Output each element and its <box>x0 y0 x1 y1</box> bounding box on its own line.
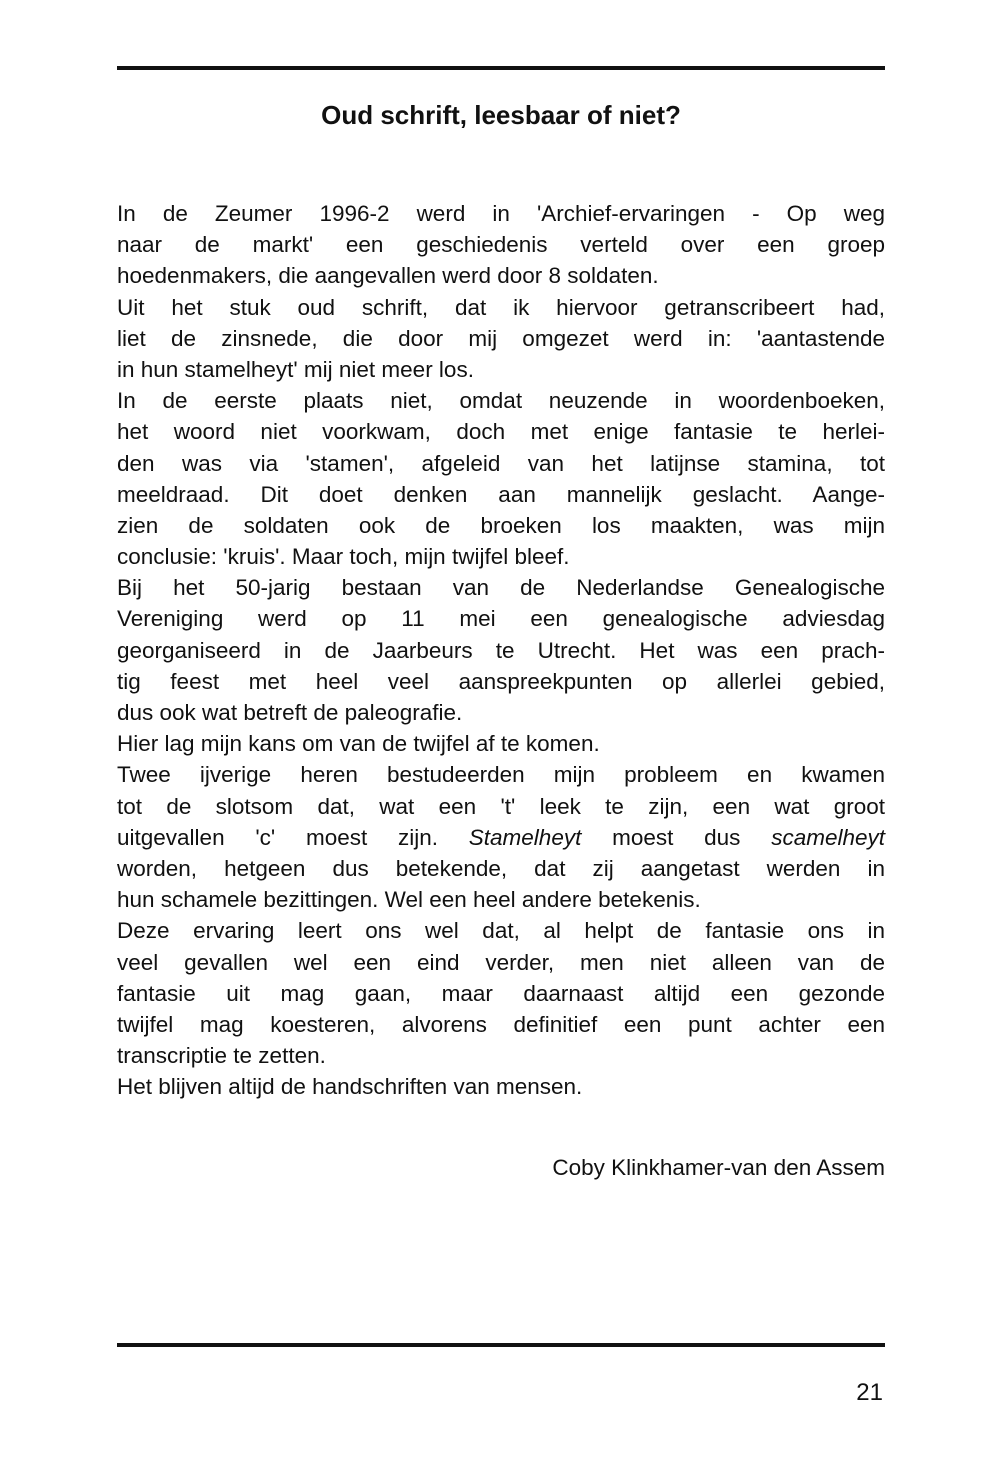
body-line: veel gevallen wel een eind verder, men niet alleen van de <box>117 949 885 975</box>
body-line: liet de zinsnede, die door mij omgezet werd in: 'aantastende <box>117 325 885 351</box>
italic-term: Stamelheyt <box>468 824 582 850</box>
body-line: naar de markt' een geschiedenis verteld over een groep <box>117 232 885 258</box>
author-signature: Coby Klinkhamer-van den Assem <box>552 1155 885 1180</box>
body-line: Vereniging werd op 11 mei een genealogische adviesdag <box>117 606 885 632</box>
body-line: hun schamele bezittingen. Wel een heel andere betekenis. <box>117 887 701 913</box>
top-rule <box>117 66 885 70</box>
body-line: den was via 'stamen', afgeleid van het latijnse stamina, tot <box>117 450 885 476</box>
body-line: transcriptie te zetten. <box>117 1043 326 1069</box>
body-line: tig feest met heel veel aanspreekpunten op allerlei gebied, <box>117 668 885 694</box>
italic-term: scamelheyt <box>771 824 885 850</box>
line-text: moest dus <box>581 824 772 850</box>
body-line: twijfel mag koesteren, alvorens definitief een punt achter een <box>117 1011 885 1037</box>
body-line: Hier lag mijn kans om van de twijfel af te komen. <box>117 731 600 757</box>
body-line: georganiseerd in de Jaarbeurs te Utrecht. Het was een prach- <box>117 637 885 663</box>
body-line: Twee ijverige heren bestudeerden mijn probleem en kwamen <box>117 762 885 788</box>
body-line: meeldraad. Dit doet denken aan mannelijk geslacht. Aange- <box>117 481 885 507</box>
body-line: Uit het stuk oud schrift, dat ik hiervoor getranscribeert had, <box>117 294 885 320</box>
page-number: 21 <box>856 1379 883 1406</box>
body-line: dus ook wat betreft de paleografie. <box>117 700 463 725</box>
body-line-with-italics <box>117 822 885 853</box>
body-line: Het blijven altijd de handschriften van mensen. <box>117 1074 583 1100</box>
body-line: zien de soldaten ook de broeken los maakten, was mijn <box>117 512 885 538</box>
article-body <box>117 198 885 1102</box>
body-line: Deze ervaring leert ons wel dat, al helpt de fantasie ons in <box>117 918 885 944</box>
article-title: Oud schrift, leesbaar of niet? <box>321 100 681 130</box>
line-text: uitgevallen 'c' moest zijn. <box>117 824 469 850</box>
body-line: het woord niet voorkwam, doch met enige fantasie te herlei- <box>117 419 885 445</box>
body-line: Bij het 50-jarig bestaan van de Nederlandse Genealogische <box>117 575 885 601</box>
body-line: fantasie uit mag gaan, maar daarnaast altijd een gezonde <box>117 980 885 1006</box>
body-line: hoedenmakers, die aangevallen werd door 8 soldaten. <box>117 263 659 289</box>
body-line: worden, hetgeen dus betekende, dat zij aangetast werden in <box>117 855 885 881</box>
body-line: In de Zeumer 1996-2 werd in 'Archief-ervaringen - Op weg <box>117 201 885 226</box>
bottom-rule <box>117 1343 885 1347</box>
body-line: tot de slotsom dat, wat een 't' leek te zijn, een wat groot <box>117 793 885 819</box>
body-line: in hun stamelheyt' mij niet meer los. <box>117 356 474 382</box>
body-line: conclusie: 'kruis'. Maar toch, mijn twijfel bleef. <box>117 544 570 570</box>
body-line: In de eerste plaats niet, omdat neuzende in woordenboeken, <box>117 388 885 414</box>
